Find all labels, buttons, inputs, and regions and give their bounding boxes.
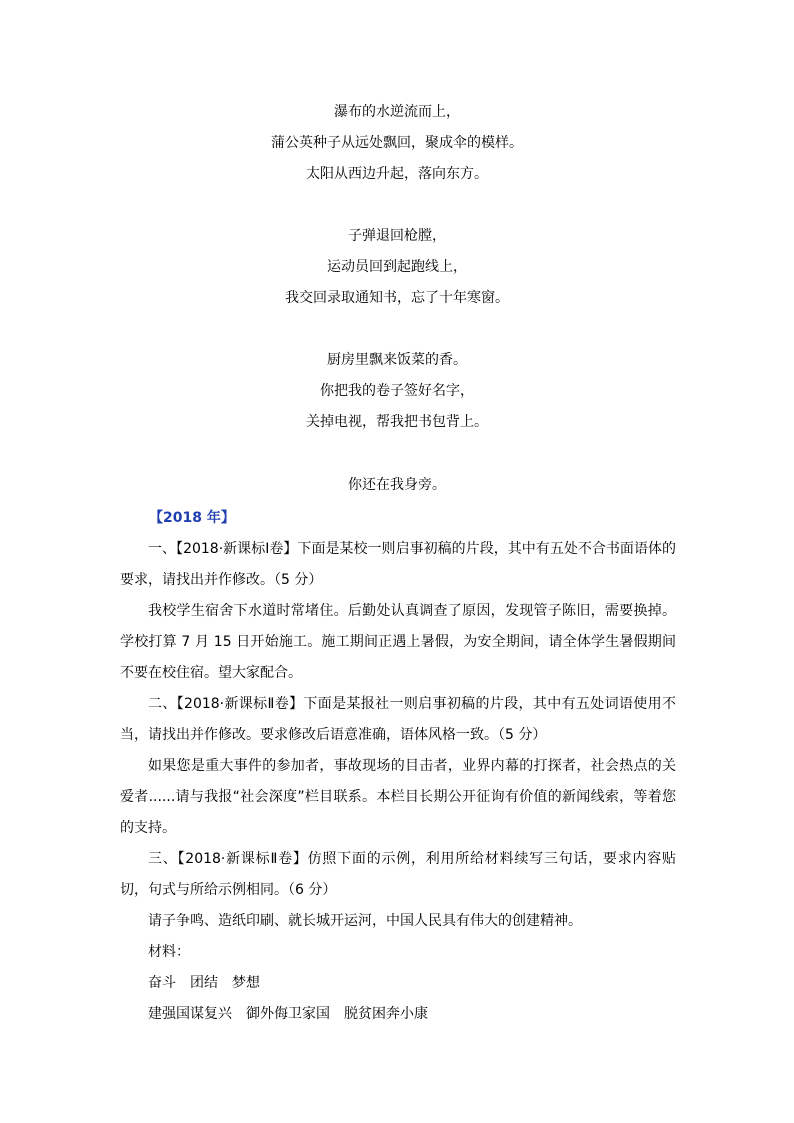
material-words bbox=[120, 968, 676, 999]
poem-line: 瀑布的水逆流而上， bbox=[334, 104, 460, 120]
poem-stanza-2 bbox=[0, 221, 794, 314]
poem-line: 你还在我身旁。 bbox=[348, 477, 446, 493]
question-2-prompt: 二、【2018·新课标Ⅱ卷】下面是某报社一则启事初稿的片段，其中有五处词语使用不当，请找出并作修改。要求修改后语意准确，语体风格一致。（5 分） bbox=[120, 696, 676, 743]
question-1-material: 我校学生宿舍下水道时常堵住。后勤处认真调查了原因，发现管子陈旧，需要换掉。学校打算 7 月 15 日开始施工。施工期间正遇上暑假，为安全期间，请全体学生暑假期间不要在校住宿。望大家配合。 bbox=[120, 603, 676, 681]
poem-line: 蒲公英种子从远处飘回，聚成伞的模样。 bbox=[271, 135, 523, 151]
material-phrase: 御外侮卫家国 bbox=[246, 1006, 330, 1022]
poem-line: 关掉电视，帮我把书包背上。 bbox=[306, 414, 488, 430]
poem-stanza-4 bbox=[0, 470, 794, 501]
poem-line: 厨房里飘来饭菜的香。 bbox=[327, 352, 467, 368]
poem-line: 我交回录取通知书，忘了十年寒窗。 bbox=[285, 290, 509, 306]
material-word: 团结 bbox=[190, 975, 218, 991]
material-phrase: 建强国谋复兴 bbox=[148, 1006, 232, 1022]
year-heading: 【2018 年】 bbox=[149, 510, 235, 526]
poem-line: 太阳从西边升起，落向东方。 bbox=[306, 166, 488, 182]
material-word: 梦想 bbox=[232, 975, 260, 991]
poem-line: 你把我的卷子签好名字， bbox=[320, 383, 474, 399]
material-phrase: 脱贫困奔小康 bbox=[344, 1006, 428, 1022]
material-label: 材料： bbox=[148, 944, 190, 960]
question-3-prompt: 三、【2018·新课标Ⅱ卷】仿照下面的示例，利用所给材料续写三句话，要求内容贴切，句式与所给示例相同。（6 分） bbox=[120, 851, 676, 898]
questions-section bbox=[120, 534, 676, 1030]
question-2-material: 如果您是重大事件的参加者，事故现场的目击者，业界内幕的打探者，社会热点的关爱者......请与我报“社会深度”栏目联系。本栏目长期公开征询有价值的新闻线索，等着您的支持。 bbox=[120, 758, 676, 836]
poem-line: 子弹退回枪膛， bbox=[348, 228, 446, 244]
poem-line: 运动员回到起跑线上， bbox=[327, 259, 467, 275]
poem-stanza-3 bbox=[0, 345, 794, 438]
poem-stanza-1 bbox=[0, 97, 794, 190]
material-word: 奋斗 bbox=[148, 975, 176, 991]
question-1-prompt: 一、【2018·新课标Ⅰ卷】下面是某校一则启事初稿的片段，其中有五处不合书面语体的要求，请找出并作修改。（5 分） bbox=[120, 541, 676, 588]
question-3-example: 请子争鸣、造纸印刷、就长城开运河，中国人民具有伟大的创建精神。 bbox=[148, 913, 582, 929]
material-phrases bbox=[120, 999, 676, 1030]
